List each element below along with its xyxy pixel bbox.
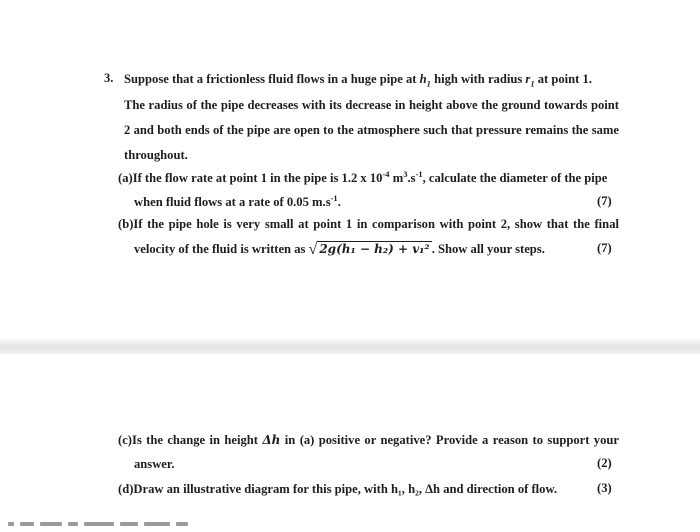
part-d-marks: (3) — [597, 481, 612, 495]
part-b-marks: (7) — [597, 241, 612, 255]
part-b-line-2: velocity of the fluid is written as √ 2g(h₁ − h₂) + v₁² . Show all your steps. — [134, 241, 545, 258]
part-c-marks: (2) — [597, 456, 612, 470]
part-a-marks: (7) — [597, 194, 612, 208]
part-c-line-2: answer. — [134, 457, 175, 471]
square-root-formula: √ 2g(h₁ − h₂) + v₁² — [308, 241, 430, 258]
part-a-line-1: (a)If the flow rate at point 1 in the pipe is 1.2 x $10^{-4}$ $m^3.s^{-1}$, calculate the diameter of the pipe — [118, 168, 608, 185]
question-intro-line-1: Suppose that a frictionless fluid flows in a huge pipe at $h_1$ high with radius $r_1$ at point 1. — [124, 72, 592, 89]
part-c-line-1: (c)Is the change in height Δh in (a) positive or negative? Provide a reason to support your — [118, 433, 619, 447]
part-b-line-1: (b)If the pipe hole is very small at point 1 in comparison with point 2, show that the final — [118, 217, 619, 231]
question-intro-line-4: throughout. — [124, 148, 188, 162]
part-a-line-2: when fluid flows at a rate of 0.05 $m.s^{-1}$. — [134, 192, 341, 209]
question-intro-line-2: The radius of the pipe decreases with its decrease in height above the ground towards point — [124, 98, 619, 112]
part-d-line-1: (d)Draw an illustrative diagram for this pipe, with h₁, h₂, Δh and direction of flow. — [118, 482, 558, 496]
cut-off-text-fragment — [0, 522, 700, 532]
question-number: 3. — [104, 71, 114, 85]
question-intro-line-3: 2 and both ends of the pipe are open to the atmosphere such that pressure remains the same — [124, 123, 619, 137]
page-break-divider — [0, 338, 700, 354]
